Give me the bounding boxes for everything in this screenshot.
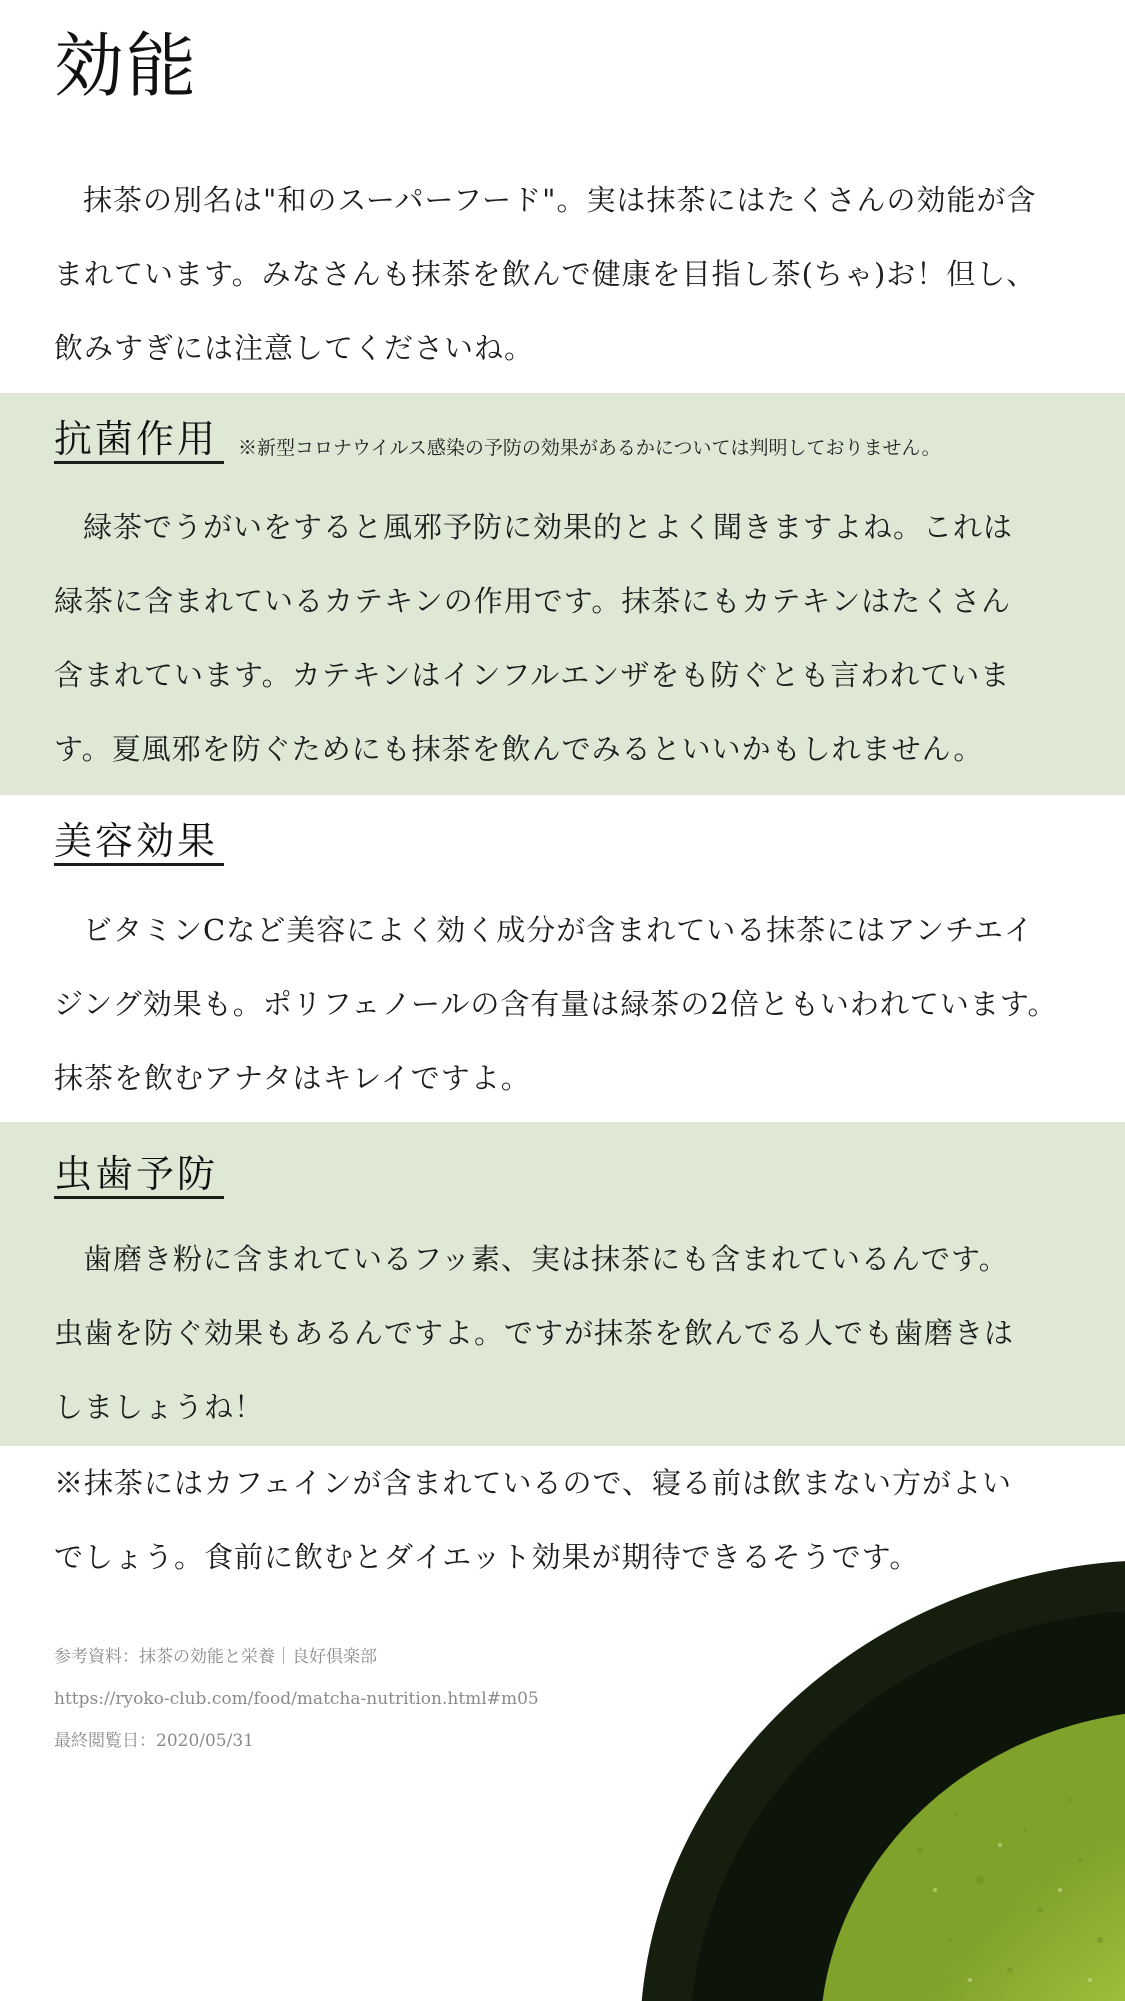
caution-line: でしょう。食前に飲むとダイエット効果が期待できるそうです。 [54,1540,920,1574]
intro-line: 飲みすぎには注意してくださいね。 [54,331,535,365]
section-line: 歯磨き粉に含まれているフッ素、実は抹茶にも含まれているんです。 [83,1242,1009,1276]
section-note: ※新型コロナウイルス感染の予防の効果があるかについては判明しておりません。 [238,437,941,459]
section-header [54,1152,224,1199]
section-line: 抹茶を飲むアナタはキレイですよ。 [54,1061,531,1095]
section-line: ビタミンCなど美容によく効く成分が含まれている抹茶にはアンチエイ [83,913,1034,947]
section-line: 緑茶に含まれているカテキンの作用です。抹茶にもカテキンはたくさん [54,584,1012,618]
caution-line: ※抹茶にはカフェインが含まれているので、寝る前は飲まない方がよい [54,1466,1012,1500]
reference-accessed-date: 最終閲覧日：2020/05/31 [54,1731,254,1751]
section-beauty [0,795,1125,1122]
references [54,1636,539,1762]
section-heading: 抗菌作用 [54,417,224,464]
intro-paragraph [54,163,1074,385]
section-body [54,490,1084,786]
section-antibacterial [0,393,1125,795]
section-header [54,417,941,464]
section-heading: 虫歯予防 [54,1152,224,1199]
section-line: 含まれています。カテキンはインフルエンザをも防ぐとも言われていま [54,658,1011,692]
section-line: 緑茶でうがいをすると風邪予防に効果的とよく聞きますよね。これは [83,510,1014,544]
section-line: 虫歯を防ぐ効果もあるんですよ。ですが抹茶を飲んでる人でも歯磨きは [54,1316,1015,1350]
intro-line: まれています。みなさんも抹茶を飲んで健康を目指し茶(ちゃ)お！但し、 [54,257,1037,291]
section-line: しましょうね！ [54,1390,265,1424]
reference-source: 参考資料：抹茶の効能と栄養｜良好倶楽部 [54,1647,377,1667]
section-cavity-prevention [0,1122,1125,1446]
section-body [54,1222,1084,1444]
reference-url[interactable]: https://ryoko-club.com/food/matcha-nutrition.html#m05 [54,1689,539,1709]
section-heading: 美容効果 [54,819,224,866]
intro-line: 抹茶の別名は"和のスーパーフード"。実は抹茶にはたくさんの効能が含 [83,183,1037,217]
section-header [54,819,224,866]
section-line: ジング効果も。ポリフェノールの含有量は緑茶の2倍ともいわれています。 [54,987,1058,1021]
section-line: す。夏風邪を防ぐためにも抹茶を飲んでみるといいかもしれません。 [54,732,984,766]
matcha-bowl-image [620,1560,1125,2001]
section-body [54,893,1084,1115]
page-title: 効能 [54,25,198,107]
